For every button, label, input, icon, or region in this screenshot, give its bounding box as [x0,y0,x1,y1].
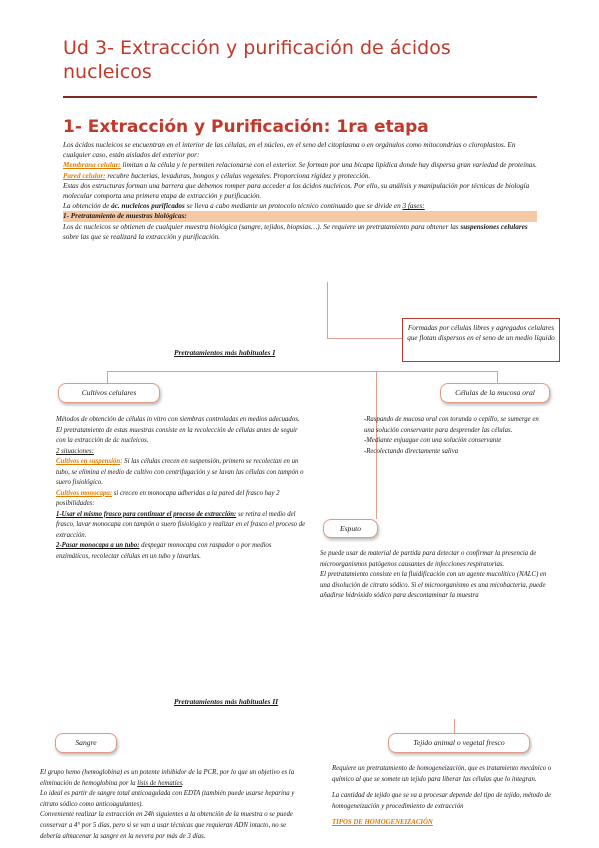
o1-label: 1-Usar el mismo frasco para continuar el proceso de extracción: [56,510,237,518]
s1-text: : Si las células crecen en suspensión, primero se recolectan en un tubo, se elimina el medio de cultivo con centrifugación y se lavan las células con tampón o suero fisiológico. [56,458,304,486]
p5-bold: ác. nucleicos purificados [111,202,185,211]
title-divider [63,96,537,98]
callout-box: Formadas por células libres y agregados celulares que flotan dispersos en el seno de un medio líquido [402,318,560,362]
tejido-t2: La cantidad de tejido que se va a procesar depende del tipo de tejido, método de homogeneización y procedimiento de extracción [332,792,552,810]
sangre-t2: Lo ideal es partir de sangre total anticoagulada con EDTA (también puede usarse heparina y citrato sódico como anticoagulantes). [40,790,295,808]
phase-label: 1- Pretratamiento de muestras biológicas: [63,211,537,221]
section2-title: Pretratamientos más habituales II [174,697,279,706]
cultivos-box: Cultivos celulares [58,383,160,403]
membrane-text: limitan a la célula y le permiten relacionarse con el exterior. Se forman por una bicapa lipídica donde hay dispersa gran variedad de proteínas. [120,161,537,170]
cultivos-t3: 2 situaciones: [56,447,94,455]
intro-p1: Los ácidos nucleicos se encuentran en el interior de las células, en el núcleo, en el seno del citoplasma o en orgánulos como mitocondrias o cloroplastos. En cualquier caso, están aislados del exterior por: [63,141,516,160]
wall-text: recubre bacterias, levaduras, hongos y células vegetales. Proporciona rigidez y protección. [105,171,371,180]
cultivos-t1: Métodos de obtención de células in vitro con siembras controladas en medios adecuados. [56,416,300,423]
wall-paragraph [63,171,537,181]
s2-label: Cultivos monocapa: [56,489,113,497]
s1-label: Cultivos en suspensión [56,458,121,465]
mucosa-t2: -Mediante enjuague con una solución conservante [364,437,502,444]
cultivos-text [56,415,306,562]
cultivos-o2 [56,541,306,562]
p6-text-c: sobre las que se realizará la extracción y purificación. [63,232,220,241]
sangre-box: Sangre [55,733,117,753]
document-title: Ud 3- Extracción y purificación de ácidos nucleicos [63,37,451,83]
esputo-box: Esputo [323,519,378,538]
p6-text-a: Los ác nucleicos se obtienen de cualquier muestra biológica (sangre, tejidos, biopsias…). Se requiere un pretratamiento para obtener las [63,222,461,231]
intro-paragraph [63,140,537,242]
intro-p6 [63,222,537,242]
tejido-box: Tejido animal o vegetal fresco [388,733,530,753]
sangre-t1a: El grupo hemo (hemoglobina) es un potente inhibidor de la PCR, por lo que un objetivo es la eliminación de hemoglobina por la [40,769,295,787]
tree-left-drop [107,371,108,383]
callout-connector-h [327,338,403,339]
esputo-text [320,549,548,602]
tree-right-drop [497,371,498,383]
esputo-t1: Se puede usar de material de partida para detectar o confirmar la presencia de microorganismos patógenos causantes de infecciones respiratorias. [320,550,537,568]
tree-bar [107,371,497,372]
callout-connector [327,282,328,338]
section1-title: Pretratamientos más habituales I [174,348,276,357]
esputo-t2: El pretratamiento consiste en la fluidificación con un agente mucolítico (NALC) en una disolución de citrato sódico. Si el microorganismo es una micobacteria, puede añadirse hidróxido sódico para descontaminar la muestra [320,571,547,599]
cultivos-s2 [56,489,306,510]
sangre-t1c: . [182,779,184,787]
tejido-text [332,764,560,829]
mucosa-text [364,415,546,457]
p5-phases: 3 fases: [402,202,425,211]
o2-label: 2-Pasar monocapa a un tubo: [56,542,140,549]
wall-label: Pared celular: [63,171,106,180]
sangre-text [40,768,298,842]
tejido-t3: TIPOS DE HOMOGENEIZACIÓN [332,819,433,827]
sangre-t3: Conveniente realizar la extracción en 24h siguientes a la obtención de la muestra o se puede conservar a 4° por 5 días, pero si se van a usar técnicas que requieran ADN intacto, no se debería almacenar la sangre en la nevera por más de 3 días. [40,811,293,840]
p5-text-a: La obtención de [63,202,112,211]
mucosa-t3: -Recolectando directamente saliva [364,447,459,455]
mucosa-t1: -Raspando de mucosa oral con torunda o cepillo, se sumerge en una solución conservante para desprender las células. [364,416,539,434]
mucosa-box: Células de la mucosa oral [440,383,550,403]
cultivos-s1 [56,457,306,489]
s2-text: si crecen en monocapa adheridas a la pared del frasco hay 2 posibilidades: [56,489,280,507]
cultivos-t2: El pretratamiento de estas muestras consiste en la recolección de células antes de seguir con la extracción de ác nucleicos. [56,426,298,444]
tejido-t1: Requiere un pretratamiento de homogeneización, que es tratamiento mecánico o químico al que se somete un tejido para liberar las células que lo integran. [332,765,552,783]
o2-text: despegar monocapa con raspador o por medios enzimáticos, recolectar células en un tubo y lavarlas. [56,542,272,560]
intro-p5 [63,201,537,211]
section-heading: 1- Extracción y Purificación: 1ra etapa [63,117,429,137]
intro-p4: Estas dos estructuras forman una barrera que debemos romper para acceder a los ácidos nucleicos. Por ello, su análisis y manipulación por técnicas de biología molecular comporta una primera etapa de extracción y purificación. [63,181,530,201]
membrane-paragraph [63,160,537,170]
sangre-t1b: lisis de hematíes [137,779,183,787]
membrane-label: Membrana celular: [63,161,121,170]
tree2-right-drop [454,719,455,733]
p5-text-c: se lleva a cabo mediante un protocolo técnico continuado que se divide en [184,202,403,211]
p6-bold: suspensiones celulares [460,222,528,231]
cultivos-o1 [56,510,306,542]
o1-text: se retira el medio del frasco, lavar monocapa con tampón o suero fisiológico y realizar en el frasco el proceso de extracción. [56,510,306,539]
sangre-t1 [40,768,298,789]
